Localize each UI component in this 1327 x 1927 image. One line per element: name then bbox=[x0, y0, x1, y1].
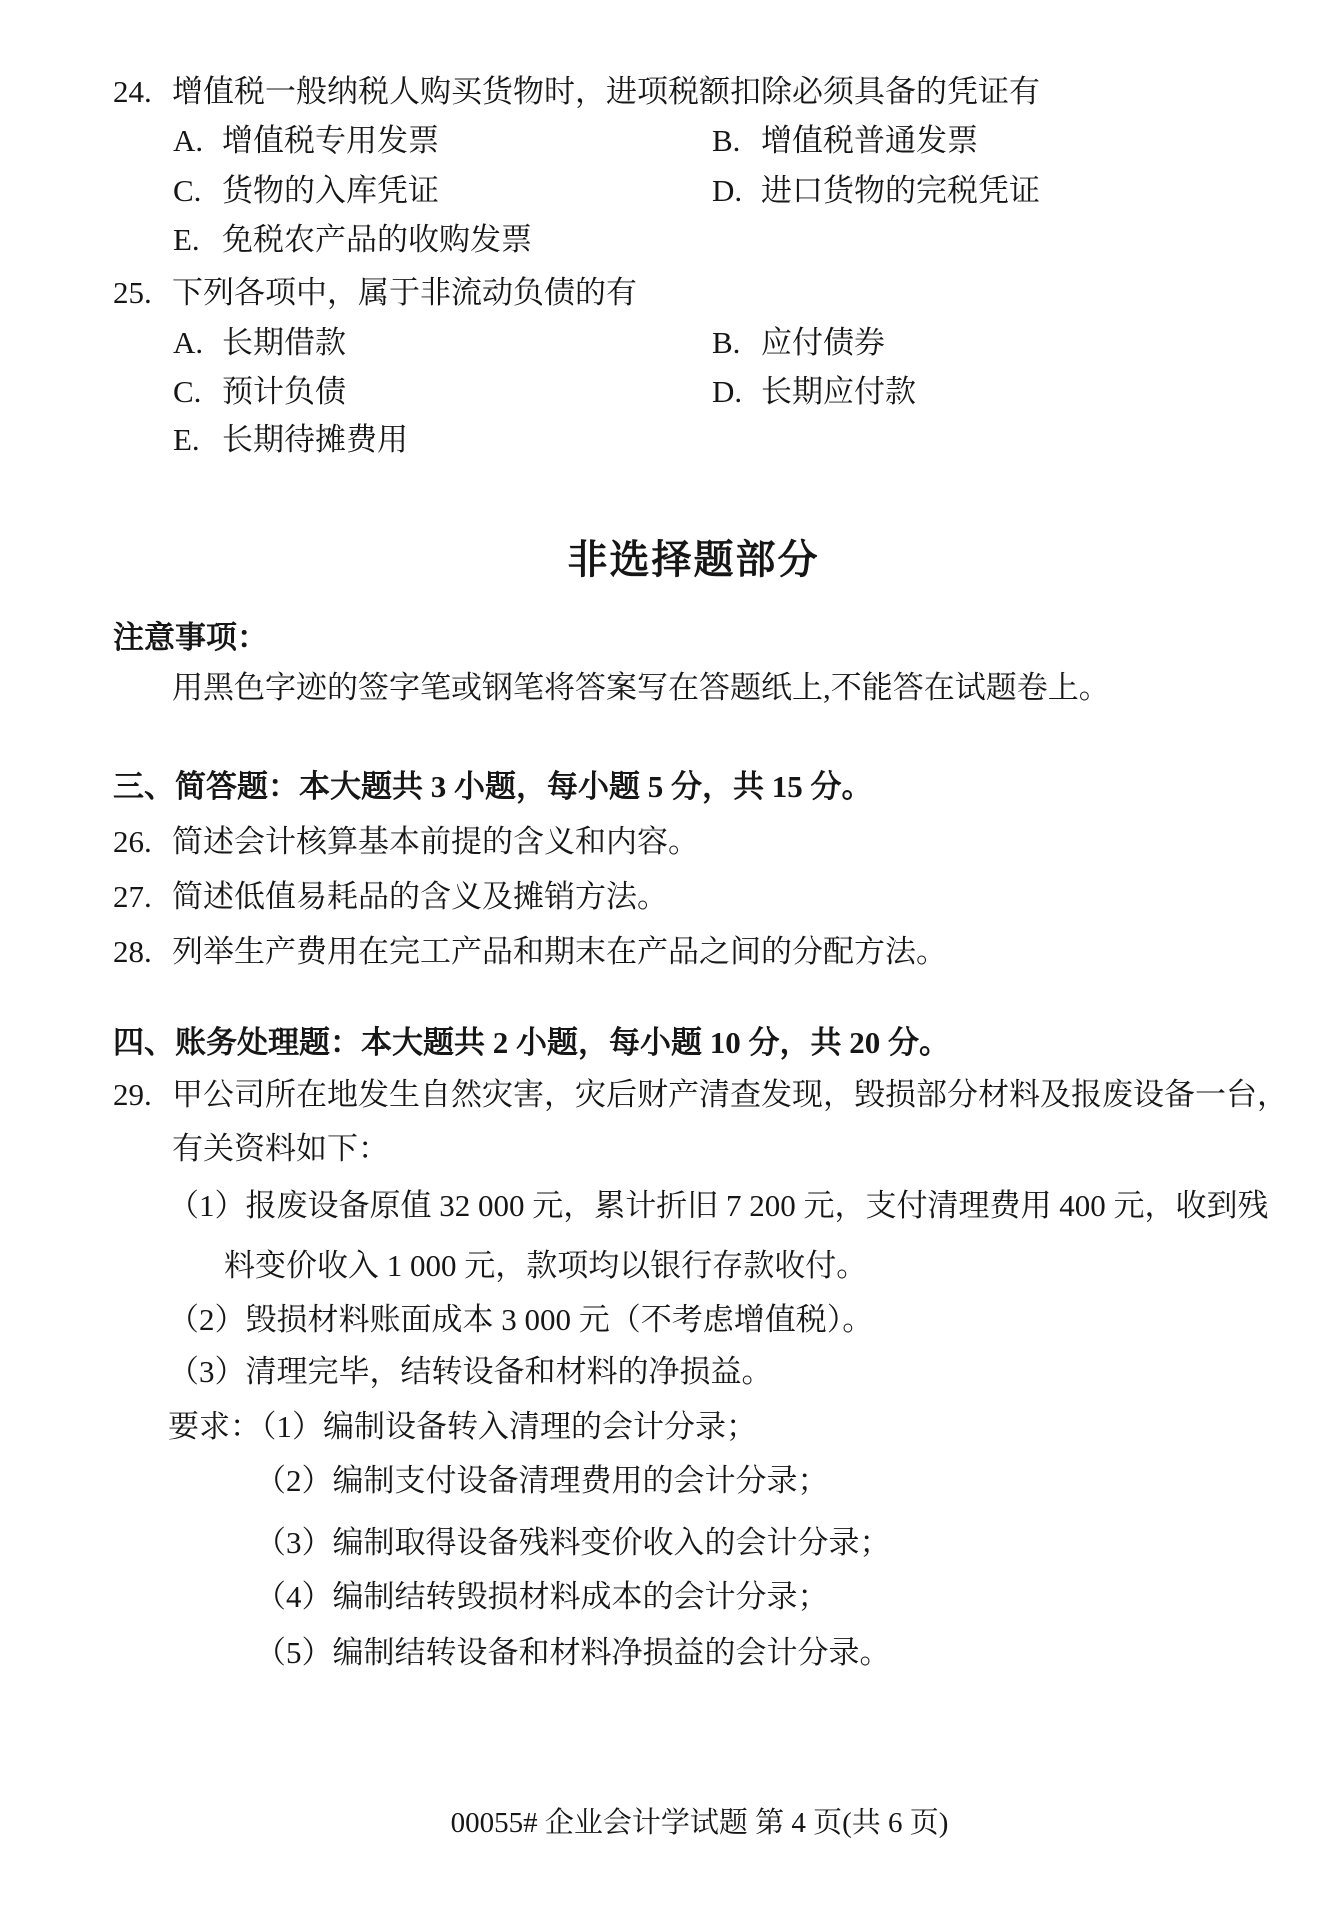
option-text: 应付债券 bbox=[761, 325, 885, 360]
option-text: 长期待摊费用 bbox=[222, 422, 408, 457]
option-label: C. bbox=[173, 173, 202, 208]
question-25 bbox=[113, 273, 637, 313]
option-label: B. bbox=[712, 123, 741, 158]
option-25-b bbox=[712, 323, 885, 363]
option-label: D. bbox=[712, 173, 743, 208]
option-24-b bbox=[712, 121, 978, 161]
question-number: 27. bbox=[113, 879, 152, 914]
option-label: A. bbox=[173, 123, 204, 158]
option-24-d bbox=[712, 171, 1040, 211]
question-text: 简述会计核算基本前提的含义和内容。 bbox=[172, 824, 699, 859]
question-24 bbox=[113, 72, 1040, 112]
option-text: 进口货物的完税凭证 bbox=[761, 173, 1040, 208]
option-text: 预计负债 bbox=[222, 374, 346, 409]
question-27 bbox=[113, 877, 668, 917]
option-text: 增值税普通发票 bbox=[761, 123, 978, 158]
section-heading: 非选择题部分 bbox=[567, 537, 820, 582]
option-25-c bbox=[173, 372, 346, 412]
question-number: 25. bbox=[113, 275, 152, 310]
question-text: 列举生产费用在完工产品和期末在产品之间的分配方法。 bbox=[172, 934, 947, 969]
question-text: 下列各项中，属于非流动负债的有 bbox=[172, 275, 637, 310]
option-label: B. bbox=[712, 325, 741, 360]
part3-heading: 三、简答题：本大题共 3 小题，每小题 5 分，共 15 分。 bbox=[113, 769, 873, 804]
option-text: 长期借款 bbox=[222, 325, 346, 360]
option-24-a bbox=[173, 121, 439, 161]
option-label: A. bbox=[173, 325, 204, 360]
option-24-c bbox=[173, 171, 439, 211]
question-number: 24. bbox=[113, 74, 152, 109]
q29-intro-line2: 有关资料如下： bbox=[172, 1131, 389, 1166]
q29-requirement-1: 要求：（1）编制设备转入清理的会计分录； bbox=[168, 1409, 757, 1444]
notice-title: 注意事项： bbox=[113, 620, 268, 655]
option-25-e bbox=[173, 420, 408, 460]
question-26 bbox=[113, 822, 699, 862]
page-footer: 00055# 企业会计学试题 第 4 页(共 6 页) bbox=[450, 1807, 949, 1839]
q29-requirement-3: （3）编制取得设备残料变价收入的会计分录； bbox=[255, 1525, 891, 1560]
option-25-a bbox=[173, 323, 346, 363]
notice-body: 用黑色字迹的签字笔或钢笔将答案写在答题纸上,不能答在试题卷上。 bbox=[172, 670, 1110, 705]
option-24-e bbox=[173, 220, 532, 260]
question-number: 28. bbox=[113, 934, 152, 969]
option-text: 货物的入库凭证 bbox=[222, 173, 439, 208]
q29-requirement-5: （5）编制结转设备和材料净损益的会计分录。 bbox=[255, 1635, 891, 1670]
option-25-d bbox=[712, 372, 916, 412]
question-text: 甲公司所在地发生自然灾害，灾后财产清查发现，毁损部分材料及报废设备一台， bbox=[172, 1077, 1288, 1112]
q29-fact-3: （3）清理完毕，结转设备和材料的净损益。 bbox=[168, 1354, 773, 1389]
question-number: 26. bbox=[113, 824, 152, 859]
question-number: 29. bbox=[113, 1077, 152, 1112]
option-label: E. bbox=[173, 222, 200, 257]
q29-fact-2: （2）毁损材料账面成本 3 000 元（不考虑增值税）。 bbox=[168, 1302, 874, 1337]
q29-requirement-4: （4）编制结转毁损材料成本的会计分录； bbox=[255, 1579, 829, 1614]
option-label: E. bbox=[173, 422, 200, 457]
option-text: 免税农产品的收购发票 bbox=[222, 222, 532, 257]
q29-requirement-2: （2）编制支付设备清理费用的会计分录； bbox=[255, 1463, 829, 1498]
question-text: 增值税一般纳税人购买货物时，进项税额扣除必须具备的凭证有 bbox=[172, 74, 1040, 109]
question-28 bbox=[113, 932, 947, 972]
option-label: D. bbox=[712, 374, 743, 409]
option-label: C. bbox=[173, 374, 202, 409]
question-29 bbox=[113, 1075, 1288, 1115]
option-text: 增值税专用发票 bbox=[222, 123, 439, 158]
part4-heading: 四、账务处理题：本大题共 2 小题，每小题 10 分，共 20 分。 bbox=[113, 1025, 950, 1060]
q29-fact-1-line1: （1）报废设备原值 32 000 元，累计折旧 7 200 元，支付清理费用 400 元，收到残 bbox=[168, 1188, 1269, 1223]
question-text: 简述低值易耗品的含义及摊销方法。 bbox=[172, 879, 668, 914]
q29-fact-1-line2: 料变价收入 1 000 元，款项均以银行存款收付。 bbox=[224, 1248, 868, 1283]
option-text: 长期应付款 bbox=[761, 374, 916, 409]
